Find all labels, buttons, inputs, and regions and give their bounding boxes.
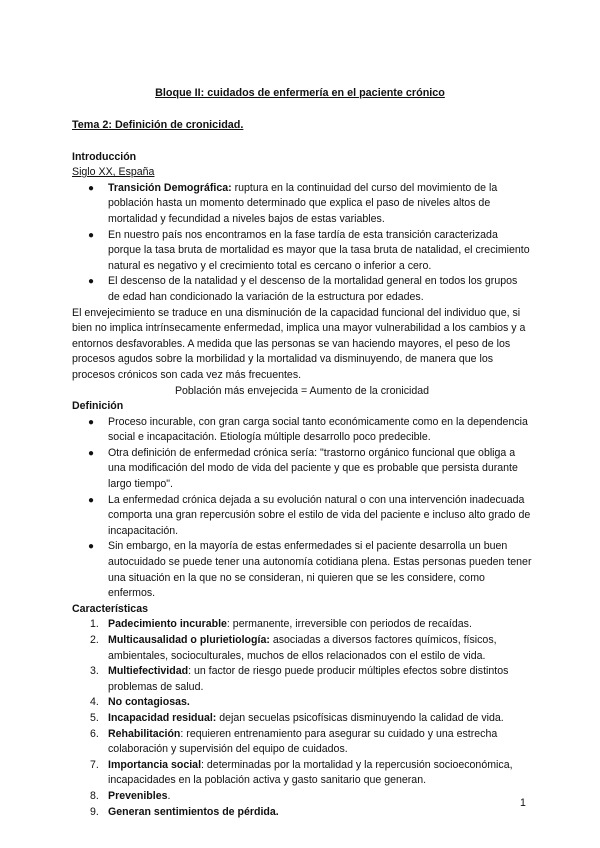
item-number: 7. bbox=[90, 758, 99, 771]
item-number: 9. bbox=[90, 805, 99, 818]
list-item bbox=[72, 789, 532, 805]
item-bold-label: Incapacidad residual: bbox=[108, 711, 217, 724]
topic-title: Tema 2: Definición de cronicidad. bbox=[72, 119, 244, 131]
list-item bbox=[72, 446, 532, 493]
item-text: : un factor de riesgo puede producir múltiples efectos sobre distintos problemas de salud. bbox=[108, 665, 509, 693]
definition-heading: Definición bbox=[72, 400, 124, 413]
list-item bbox=[72, 274, 532, 305]
definition-bullet-list bbox=[72, 415, 532, 602]
item-number: 2. bbox=[90, 634, 99, 646]
list-item bbox=[72, 617, 532, 633]
bullet-icon: ● bbox=[88, 229, 95, 241]
item-text: : determinadas por la mortalidad y la repercusión socioeconómica, incapacidades en la población activa y gasto sanitario que generan. bbox=[108, 758, 513, 787]
characteristics-list bbox=[72, 617, 532, 820]
list-item bbox=[72, 228, 532, 275]
item-text: asociadas a diversos factores químicos, físicos, ambientales, socioculturales, muchos de ellos relacionados con el estilo de vida. bbox=[108, 634, 497, 662]
list-item bbox=[72, 664, 532, 695]
characteristics-heading: Características bbox=[72, 602, 148, 615]
item-bold-label: Rehabilitación bbox=[108, 727, 181, 740]
item-number: 5. bbox=[90, 711, 99, 724]
item-bold-label: Generan sentimientos de pérdida. bbox=[108, 805, 279, 818]
page-number: 1 bbox=[520, 797, 526, 809]
bullet-text: Sin embargo, en la mayoría de estas enfermedades si el paciente desarrolla un buen autocuidado se puede tener una autonomía cotidiana plena. Estas personas pueden tener una situación en la que no se consideran, ni quieren que se les considere, como enfermos. bbox=[108, 540, 532, 600]
bullet-text: Otra definición de enfermedad crónica sería: "trastorno orgánico funcional que obliga a una modificación del modo de vida del paciente y que es probable que persista durante largo tiempo". bbox=[108, 446, 518, 491]
item-bold-label: No contagiosas. bbox=[108, 696, 190, 709]
list-item bbox=[72, 758, 532, 789]
item-number: 8. bbox=[90, 789, 99, 802]
bullet-text: El descenso de la natalidad y el descenso de la mortalidad general en todos los grupos de edad han condicionado la variación de la estructura por edades. bbox=[108, 275, 518, 303]
item-bold-label: Prevenibles bbox=[108, 789, 168, 802]
list-item bbox=[72, 711, 532, 727]
item-text: : permanente, irreversible con periodos de recaídas. bbox=[226, 618, 472, 631]
bullet-text: Proceso incurable, con gran carga social tanto económicamente como en la dependencia social e incapacitación. Etiología múltiple desarrollo poco predecible. bbox=[108, 415, 528, 444]
bullet-icon: ● bbox=[88, 416, 95, 428]
item-bold-label: Padecimiento incurable bbox=[108, 618, 227, 631]
item-number: 3. bbox=[90, 665, 99, 678]
document-title: Bloque II: cuidados de enfermería en el paciente crónico bbox=[155, 87, 445, 99]
item-number: 1. bbox=[90, 618, 99, 631]
bullet-bold-label: Transición Demográfica: bbox=[108, 181, 232, 194]
item-text: . bbox=[167, 789, 171, 802]
bullet-text: La enfermedad crónica dejada a su evolución natural o con una intervención inadecuada comporta una gran repercusión sobre el estilo de vida del paciente e incluso alto grado de incapacitación. bbox=[108, 493, 531, 537]
list-item bbox=[72, 415, 532, 446]
list-item bbox=[72, 181, 532, 228]
item-bold-label: Importancia social bbox=[108, 758, 202, 771]
list-item bbox=[72, 805, 532, 821]
item-text: : requieren entrenamiento para asegurar su cuidado y una estrecha colaboración y supervisión del equipo de cuidados. bbox=[108, 727, 498, 756]
list-item bbox=[72, 539, 532, 601]
bullet-icon: ● bbox=[88, 494, 95, 506]
bullet-text: ruptura en la continuidad del curso del movimiento de la población hasta un momento determinado que explica el paso de niveles altos de mortalidad y fecundidad a niveles bajos de estas variables. bbox=[108, 181, 498, 225]
item-bold-label: Multiefectividad bbox=[108, 665, 189, 678]
item-bold-label: Multicausalidad o plurietiología: bbox=[108, 634, 270, 646]
bullet-text: En nuestro país nos encontramos en la fase tardía de esta transición caracterizada porque la tasa bruta de mortalidad es mayor que la tasa bruta de natalidad, el crecimiento natural es negativo y el crecimiento total es cercano o inferior a cero. bbox=[108, 228, 530, 272]
list-item bbox=[72, 695, 532, 711]
item-number: 6. bbox=[90, 727, 99, 740]
document-body bbox=[72, 118, 532, 820]
bullet-icon: ● bbox=[88, 182, 95, 194]
intro-subheading: Siglo XX, España bbox=[72, 166, 155, 179]
list-item bbox=[72, 727, 532, 758]
bullet-icon: ● bbox=[88, 276, 95, 288]
list-item bbox=[72, 633, 532, 664]
intro-paragraph: El envejecimiento se traduce en una disminución de la capacidad funcional del individuo que, si bien no implica intrínsecamente enfermedad, implica una mayor vulnerabilidad a los cambios y a entornos desfavorables. A medida que las personas se van haciendo mayores, el peso de los procesos agudos sobre la morbilidad y la mortalidad va disminuyendo, de manera que los procesos crónicos son cada vez más frecuentes. bbox=[72, 306, 526, 381]
item-text: dejan secuelas psicofísicas disminuyendo la calidad de vida. bbox=[216, 711, 504, 724]
intro-bullet-list bbox=[72, 181, 532, 306]
intro-centered-statement: Población más envejecida = Aumento de la cronicidad bbox=[174, 384, 430, 397]
intro-heading: Introducción bbox=[72, 150, 137, 163]
item-number: 4. bbox=[90, 696, 99, 709]
bullet-icon: ● bbox=[88, 541, 95, 553]
bullet-icon: ● bbox=[88, 447, 95, 459]
list-item bbox=[72, 493, 532, 540]
